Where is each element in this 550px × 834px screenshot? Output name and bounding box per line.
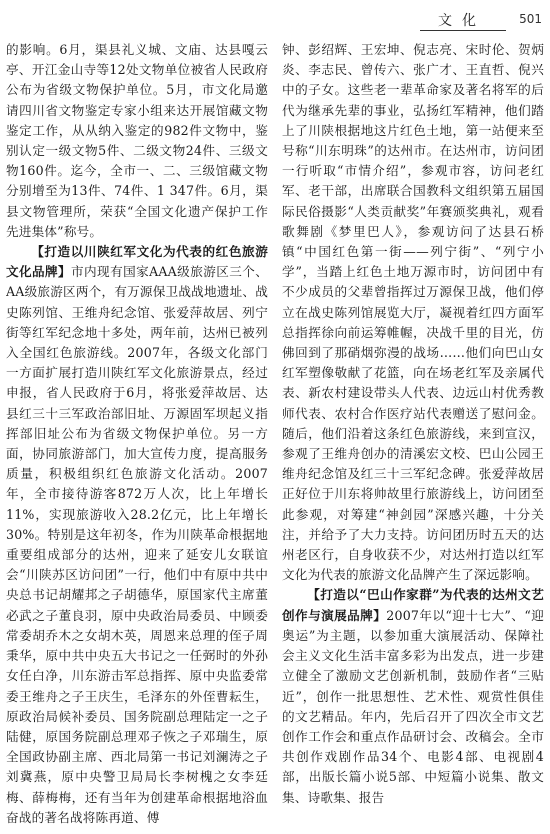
- paragraph: 钟、彭绍辉、王宏坤、倪志亮、宋时伦、贺炳炎、李志民、曾传六、张广才、王直哲、倪兴中的子女。这些老一辈革命家及著名将军的后代为继承先辈的事业，弘扬红军精神，他们踏上了川陕根据地这片红色土地，第一站便来至号称“川东明珠”的达州市。在达州市，访问团一行听取“市情介绍”，参观市容，访问老红军、老干部，出席联合国教科文组织第五届国际民俗摄影“人类贡献奖”年赛颁奖典礼，观看歌舞剧《梦里巴人》，参观访问了达县石桥镇“中国红色第一街——列宁街”、“列宁小学”，当踏上红色土地万源市时，访问团中有不少成员的父辈曾指挥过万源保卫战，他们停立在战史陈列馆展览大厅，凝视着红四方面军总指挥徐向前运筹帷幄，决战千里的目光，仿佛回到了那硝烟弥漫的战场……他们向巴山女红军塑像敬献了花篮，向在场老红军及亲属代表、新农村建设带头人代表、边远山村优秀教师代表、农村合作医疗站代表赠送了慰问金。随后，他们沿着这条红色旅游线，来到宣汉，参观了王维舟创办的清溪宏文校、巴山公园王维舟纪念馆及红三十三军纪念碑。张爱萍故居正好位于川东将帅故里行旅游线上，访问团至此参观，对筹建“神剑园”深感兴趣，十分关注，并给予了大力支持。访问团历时五天的达州老区行，自身收获不少，对达州打造以红军文化为代表的旅游文化品牌产生了深远影响。: [282, 42, 544, 583]
- page-header: [0, 8, 550, 32]
- right-column: [282, 40, 544, 830]
- paragraph: [282, 585, 544, 807]
- section-heading: 【打造以川陕红军文化为代表的红色旅游文化品牌】: [6, 244, 268, 280]
- section-label: 文化: [438, 13, 486, 29]
- paragraph-text: 2007年以“迎十七大”、“迎奥运”为主题，以参加重大演展活动、保障社会主义文化生活丰富多彩为出发点，进一步建立健全了激励文艺创新机制，鼓励作者“三贴近”，创作一批思想性、艺术性、观赏性俱佳的文艺精品。年内，先后召开了四次全市文艺创作工作会和重点作品研讨会、改稿会。全市共创作戏剧作品34个、电影4部、电视剧4部，出版长篇小说5部、中短篇小说集、散文集、诗歌集、报告: [282, 607, 544, 805]
- paragraph: 的影响。6月，渠县礼义城、文庙、达县嘎云亭、开江金山寺等12处文物单位被省人民政府公布为省级文物保护单位。5月，市文化局邀请四川省文物鉴定专家小组来达开展馆藏文物鉴定工作，从从纳入鉴定的982件文物中，鉴别认定一级文物5件、二级文物24件、三级文物160件。迄今，全市一、二、三级馆藏文物分别增至为13件、74件、1 347件。6月，渠县文物管理所，荣获“全国文化遗产保护工作先进集体”称号。: [6, 42, 268, 239]
- page-number: 501: [519, 12, 542, 26]
- paragraph-text: 市内现有国家AAA级旅游区三个、AA级旅游区两个，有万源保卫战战地遗址、战史陈列馆、王维舟纪念馆、张爱萍故居、列宁街等红军纪念地十多处，两年前，达州已被列入全国红色旅游线。2007年，各级文化部门一方面扩展打造川陕红军文化旅游景点，经过申报，省人民政府于6月，将张爱萍故居、达县红三十三军政治部旧址、万源固军坝起义指挥部旧址公布为省级文物保护单位。另一方面，协同旅游部门，加大宣传力度，提高服务质量，积极组织红色旅游文化活动。2007年，全市接待游客872万人次，比上年增长11%，实现旅游收入28.2亿元，比上年增长30%。特别是这年初冬，作为川陕革命根据地重要组成部分的达州，迎来了延安儿女联谊会“川陕苏区访问团”一行，他们中有原中共中央总书记胡耀邦之子胡德华，原国家代主席董必武之子董良羽，原中央政治局委员、中顾委常委胡乔木之女胡木英，周恩来总理的侄子周秉华，原中共中央五大书记之一任弼时的外孙女任白净，川东游击军总指挥、原中央监委常委王维舟之子王庆生，毛泽东的外侄曹耘生，原政治局候补委员、国务院副总理陆定一之子陆健，原国务院副总理邓子恢之子邓瑞生，原全国政协副主席、西北局第一书记刘澜涛之子刘冀燕，原中央警卫局局长李树槐之女李廷梅、薛梅梅，还有当年为创建革命根据地浴血奋战的著名战将陈再道、傅: [6, 264, 268, 825]
- section-heading: 【打造以“巴山作家群”为代表的达州文艺创作与演展品牌】: [282, 587, 544, 623]
- left-column: [6, 40, 268, 830]
- article-body: [6, 40, 544, 830]
- header-rule: [420, 30, 506, 31]
- paragraph: [6, 242, 268, 828]
